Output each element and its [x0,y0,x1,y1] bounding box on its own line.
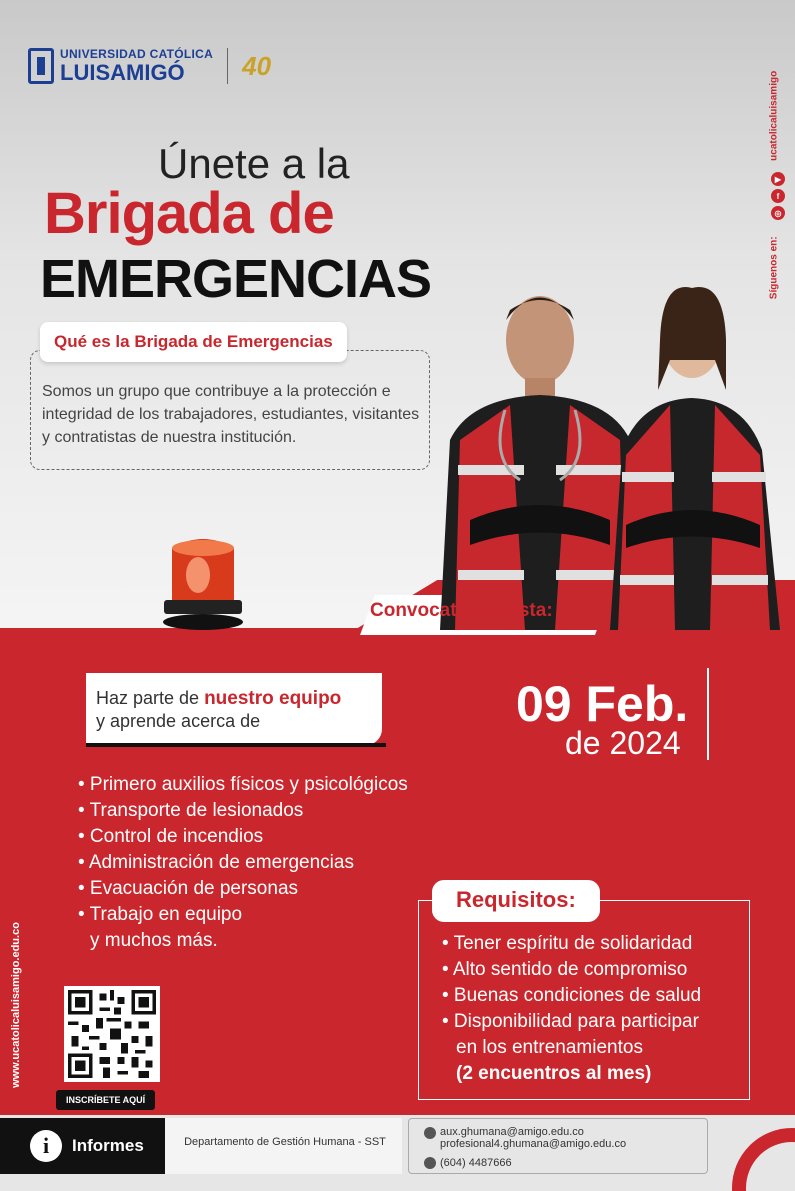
website-side [6,910,26,1100]
email-primary[interactable]: aux.ghumana@amigo.edu.co [440,1126,584,1138]
email-secondary[interactable]: profesional4.ghumana@amigo.edu.co [440,1138,627,1150]
list-item: • Administración de emergencias [78,852,354,873]
university-logo [28,48,271,84]
list-item: • Transporte de lesionados [78,800,304,821]
list-item: • Evacuación de personas [78,878,299,899]
benefits-list [78,772,408,954]
siren-icon [160,530,246,635]
requirements-list [442,931,701,1087]
join-text [96,687,341,732]
deadline-date: 09 Feb. [516,676,689,732]
list-item: • Primero auxilios físicos y psicológicos [78,774,408,795]
deadline-year: de 2024 [565,725,681,761]
list-item: • Tener espíritu de solidaridad [442,933,693,954]
list-item: • Disponibilidad para participar [442,1011,699,1032]
list-item: • Buenas condiciones de salud [442,985,702,1006]
signup-label[interactable]: INSCRÍBETE AQUÍ [56,1090,155,1110]
headline-line3: EMERGENCIAS [40,249,432,309]
instagram-icon[interactable]: ◎ [771,206,785,220]
social-handle-text: ucatolicaluisamigo [768,70,780,161]
youtube-icon[interactable]: ▶ [771,172,785,186]
phone-icon [424,1157,436,1169]
list-item: • Control de incendios [78,826,264,847]
info-icon: i [30,1130,62,1162]
qr-code[interactable] [64,986,160,1082]
join-underline [86,743,386,747]
email-row [424,1126,626,1150]
anniversary-badge: 40 [242,50,272,81]
follow-label: Síguenos en: [768,236,780,300]
headline-line2: Brigada de [44,181,334,246]
list-item: y muchos más. [90,930,218,951]
about-description: Somos un grupo que contribuye a la protección e integridad de los trabajadores, estudiantes, visitantes y contratistas de nuestra institución. [42,383,420,446]
join-prefix: Haz parte de [96,688,205,708]
list-item: • Trabajo en equipo [78,904,243,925]
date-divider [707,668,709,760]
social-icons [771,172,785,220]
list-item: • Alto sentido de compromiso [442,959,688,980]
join-highlight: nuestro equipo [204,688,342,709]
list-item: en los entrenamientos [456,1037,643,1058]
phone-row [424,1156,626,1169]
website-url[interactable]: www.ucatolicaluisamigo.edu.co [10,922,22,1088]
phone-number[interactable]: (604) 4487666 [440,1156,512,1169]
requirements-note: (2 encuentros al mes) [456,1063,652,1084]
university-line1: UNIVERSIDAD CATÓLICA [60,47,214,61]
about-title: Qué es la Brigada de Emergencias [40,322,347,362]
facebook-icon[interactable]: f [771,189,785,203]
headline-line1: Únete a la [158,140,350,187]
logo-divider [227,48,228,84]
join-suffix: y aprende acerca de [96,711,261,731]
contact-info [424,1126,626,1169]
deadline-label: Convocatoria hasta: [370,600,553,621]
email-icon [424,1127,436,1139]
university-name [60,48,213,84]
requirements-title: Requisitos: [432,880,600,922]
info-label: Informes [72,1136,144,1155]
university-line2: LUISAMIGÓ [60,60,185,85]
department-name: Departamento de Gestión Humana - SST [184,1136,386,1148]
university-crest-icon [28,48,54,84]
paramedics-photo [430,280,795,630]
